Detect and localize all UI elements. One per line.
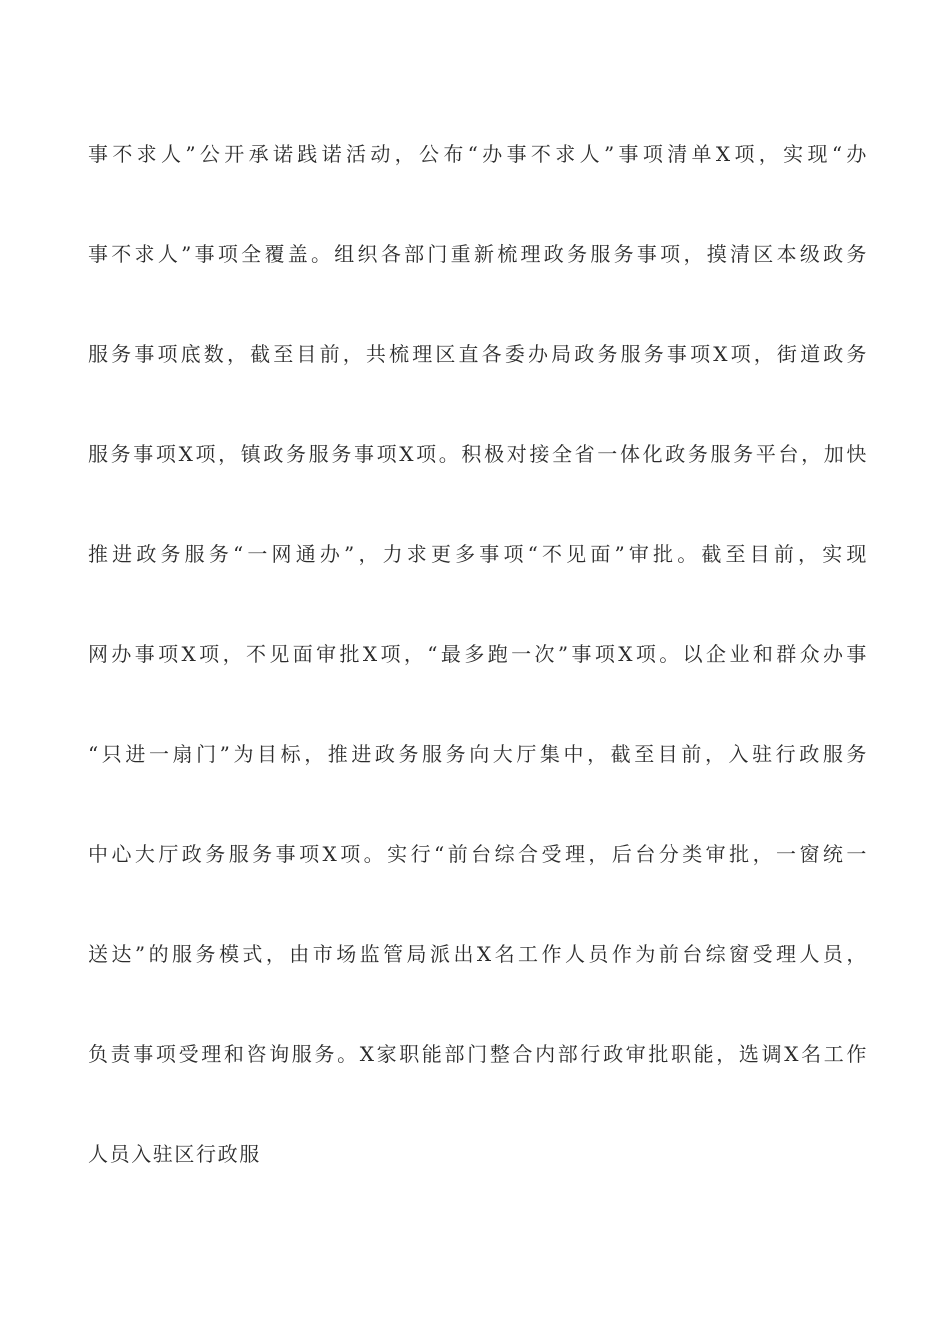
text-line-last: 人员入驻区行政服 <box>88 1142 261 1166</box>
text-line: 事不求人”公开承诺践诺活动，公布“办事不求人”事项清单X项，实现“办 <box>88 142 868 166</box>
text-line: 网办事项X项，不见面审批X项，“最多跑一次”事项X项。以企业和群众办事 <box>88 642 868 666</box>
text-line: 服务事项底数，截至目前，共梳理区直各委办局政务服务事项X项，街道政务 <box>88 342 868 366</box>
body-paragraph <box>88 134 868 1234</box>
text-line: 负责事项受理和咨询服务。X家职能部门整合内部行政审批职能，选调X名工作 <box>88 1042 868 1066</box>
text-line: 送达”的服务模式，由市场监管局派出X名工作人员作为前台综窗受理人员， <box>88 942 868 966</box>
text-line: 服务事项X项，镇政务服务事项X项。积极对接全省一体化政务服务平台，加快 <box>88 442 868 466</box>
text-line: 中心大厅政务服务事项X项。实行“前台综合受理，后台分类审批，一窗统一 <box>88 842 868 866</box>
text-line: 推进政务服务“一网通办”，力求更多事项“不见面”审批。截至目前，实现 <box>88 542 868 566</box>
text-line: “只进一扇门”为目标，推进政务服务向大厅集中，截至目前，入驻行政服务 <box>88 742 868 766</box>
text-line: 事不求人”事项全覆盖。组织各部门重新梳理政务服务事项，摸清区本级政务 <box>88 242 868 266</box>
